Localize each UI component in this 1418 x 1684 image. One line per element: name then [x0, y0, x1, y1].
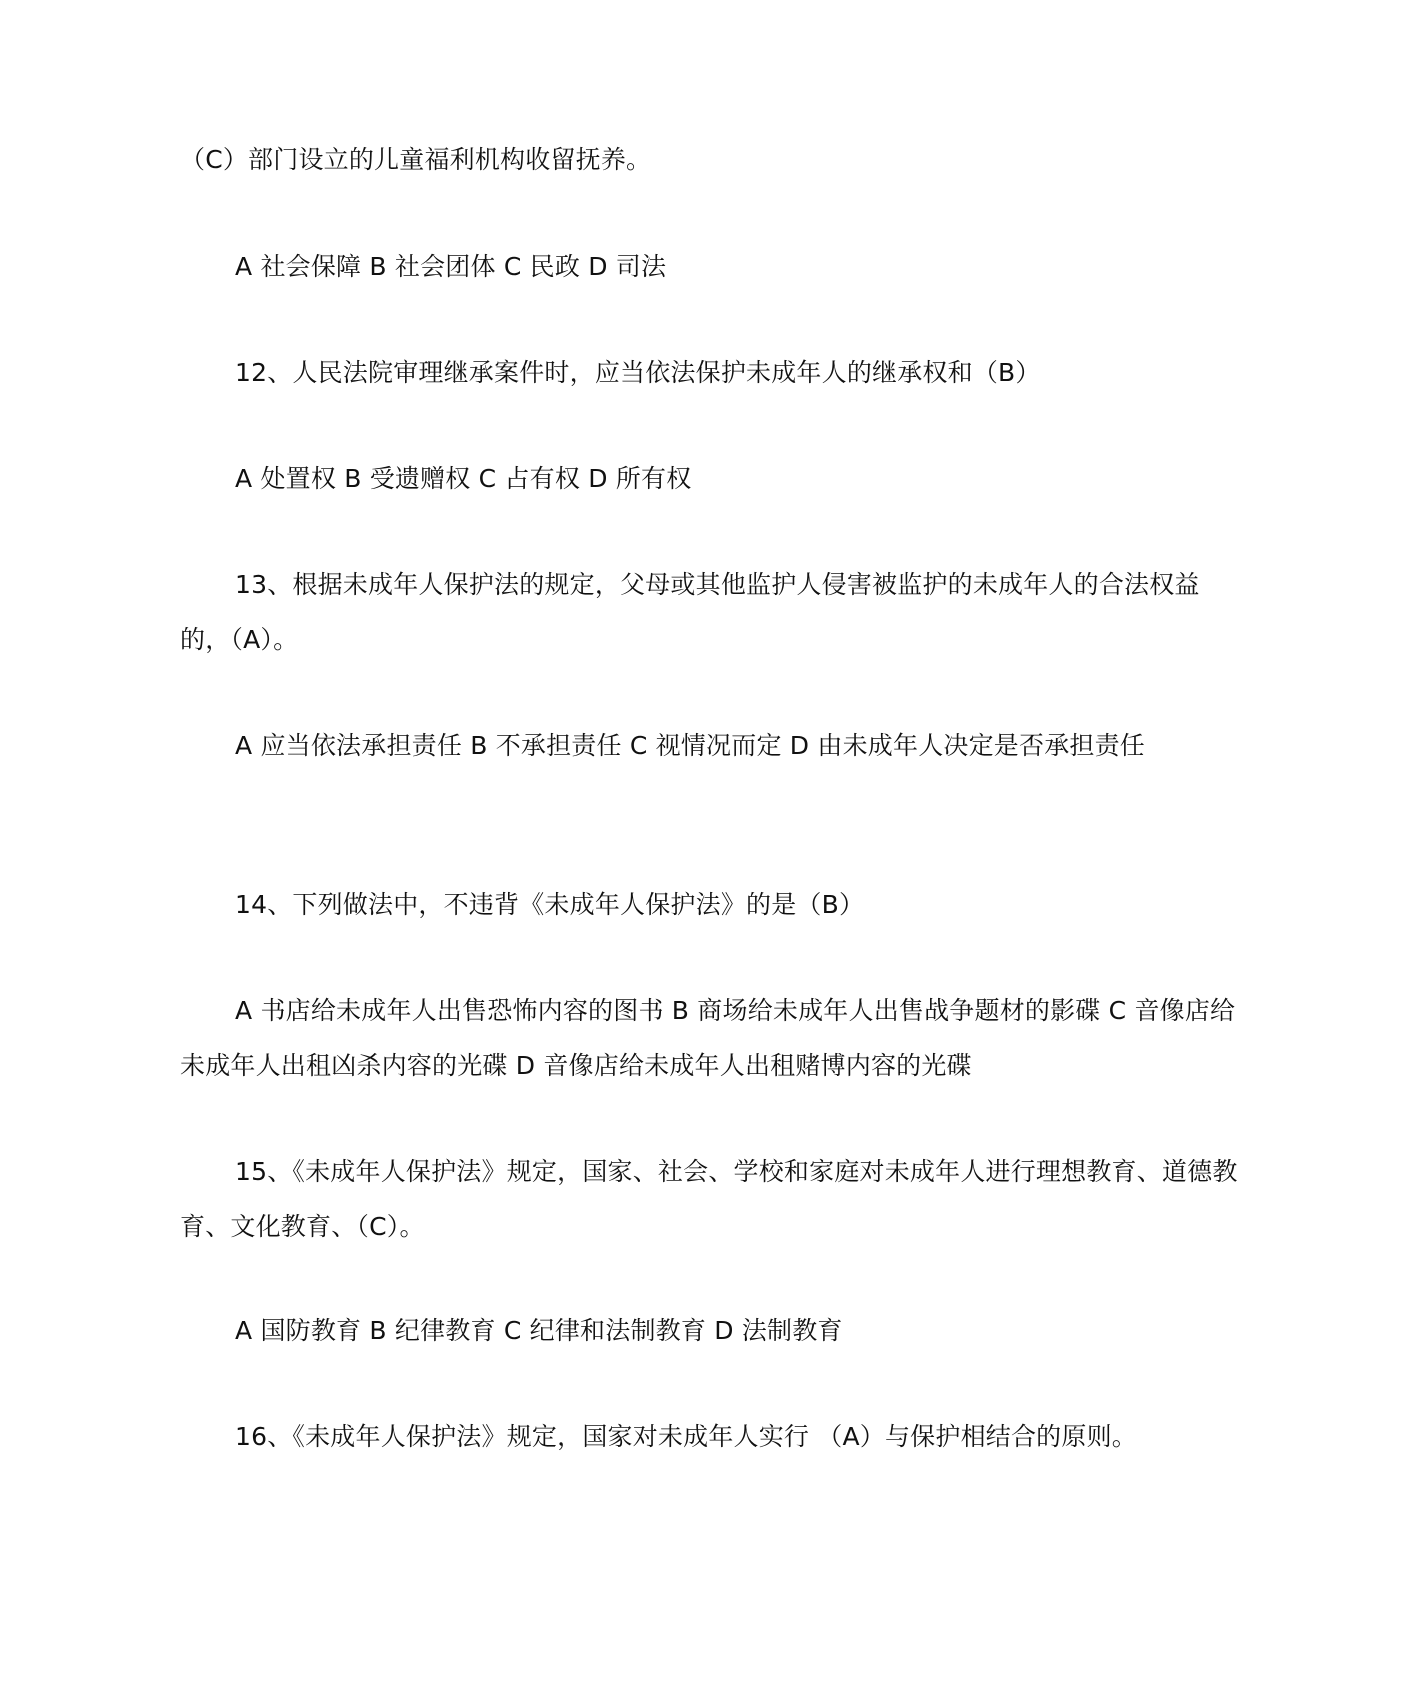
question-15-options: A 国防教育 B 纪律教育 C 纪律和法制教育 D 法制教育	[235, 1316, 843, 1345]
question-13: 13、根据未成年人保护法的规定，父母或其他监护人侵害被监护的未成年人的合法权益的，（A）。	[180, 570, 1200, 654]
question-13-options: A 应当依法承担责任 B 不承担责任 C 视情况而定 D 由未成年人决定是否承担责任	[235, 731, 1145, 760]
question-15: 15、《未成年人保护法》规定，国家、社会、学校和家庭对未成年人进行理想教育、道德教育、文化教育、（C）。	[180, 1157, 1238, 1241]
question-14-options: A 书店给未成年人出售恐怖内容的图书 B 商场给未成年人出售战争题材的影碟 C 音像店给未成年人出租凶杀内容的光碟 D 音像店给未成年人出租赌博内容的光碟	[180, 996, 1236, 1080]
question-11-options: A 社会保障 B 社会团体 C 民政 D 司法	[235, 252, 667, 281]
question-14: 14、下列做法中，不违背《未成年人保护法》的是（B）	[235, 890, 865, 919]
question-11-continuation: （C）部门设立的儿童福利机构收留抚养。	[180, 145, 652, 174]
question-12: 12、人民法院审理继承案件时，应当依法保护未成年人的继承权和（B）	[235, 358, 1041, 387]
question-12-options: A 处置权 B 受遗赠权 C 占有权 D 所有权	[235, 464, 692, 493]
question-16: 16、《未成年人保护法》规定，国家对未成年人实行 （A）与保护相结合的原则。	[235, 1422, 1137, 1451]
